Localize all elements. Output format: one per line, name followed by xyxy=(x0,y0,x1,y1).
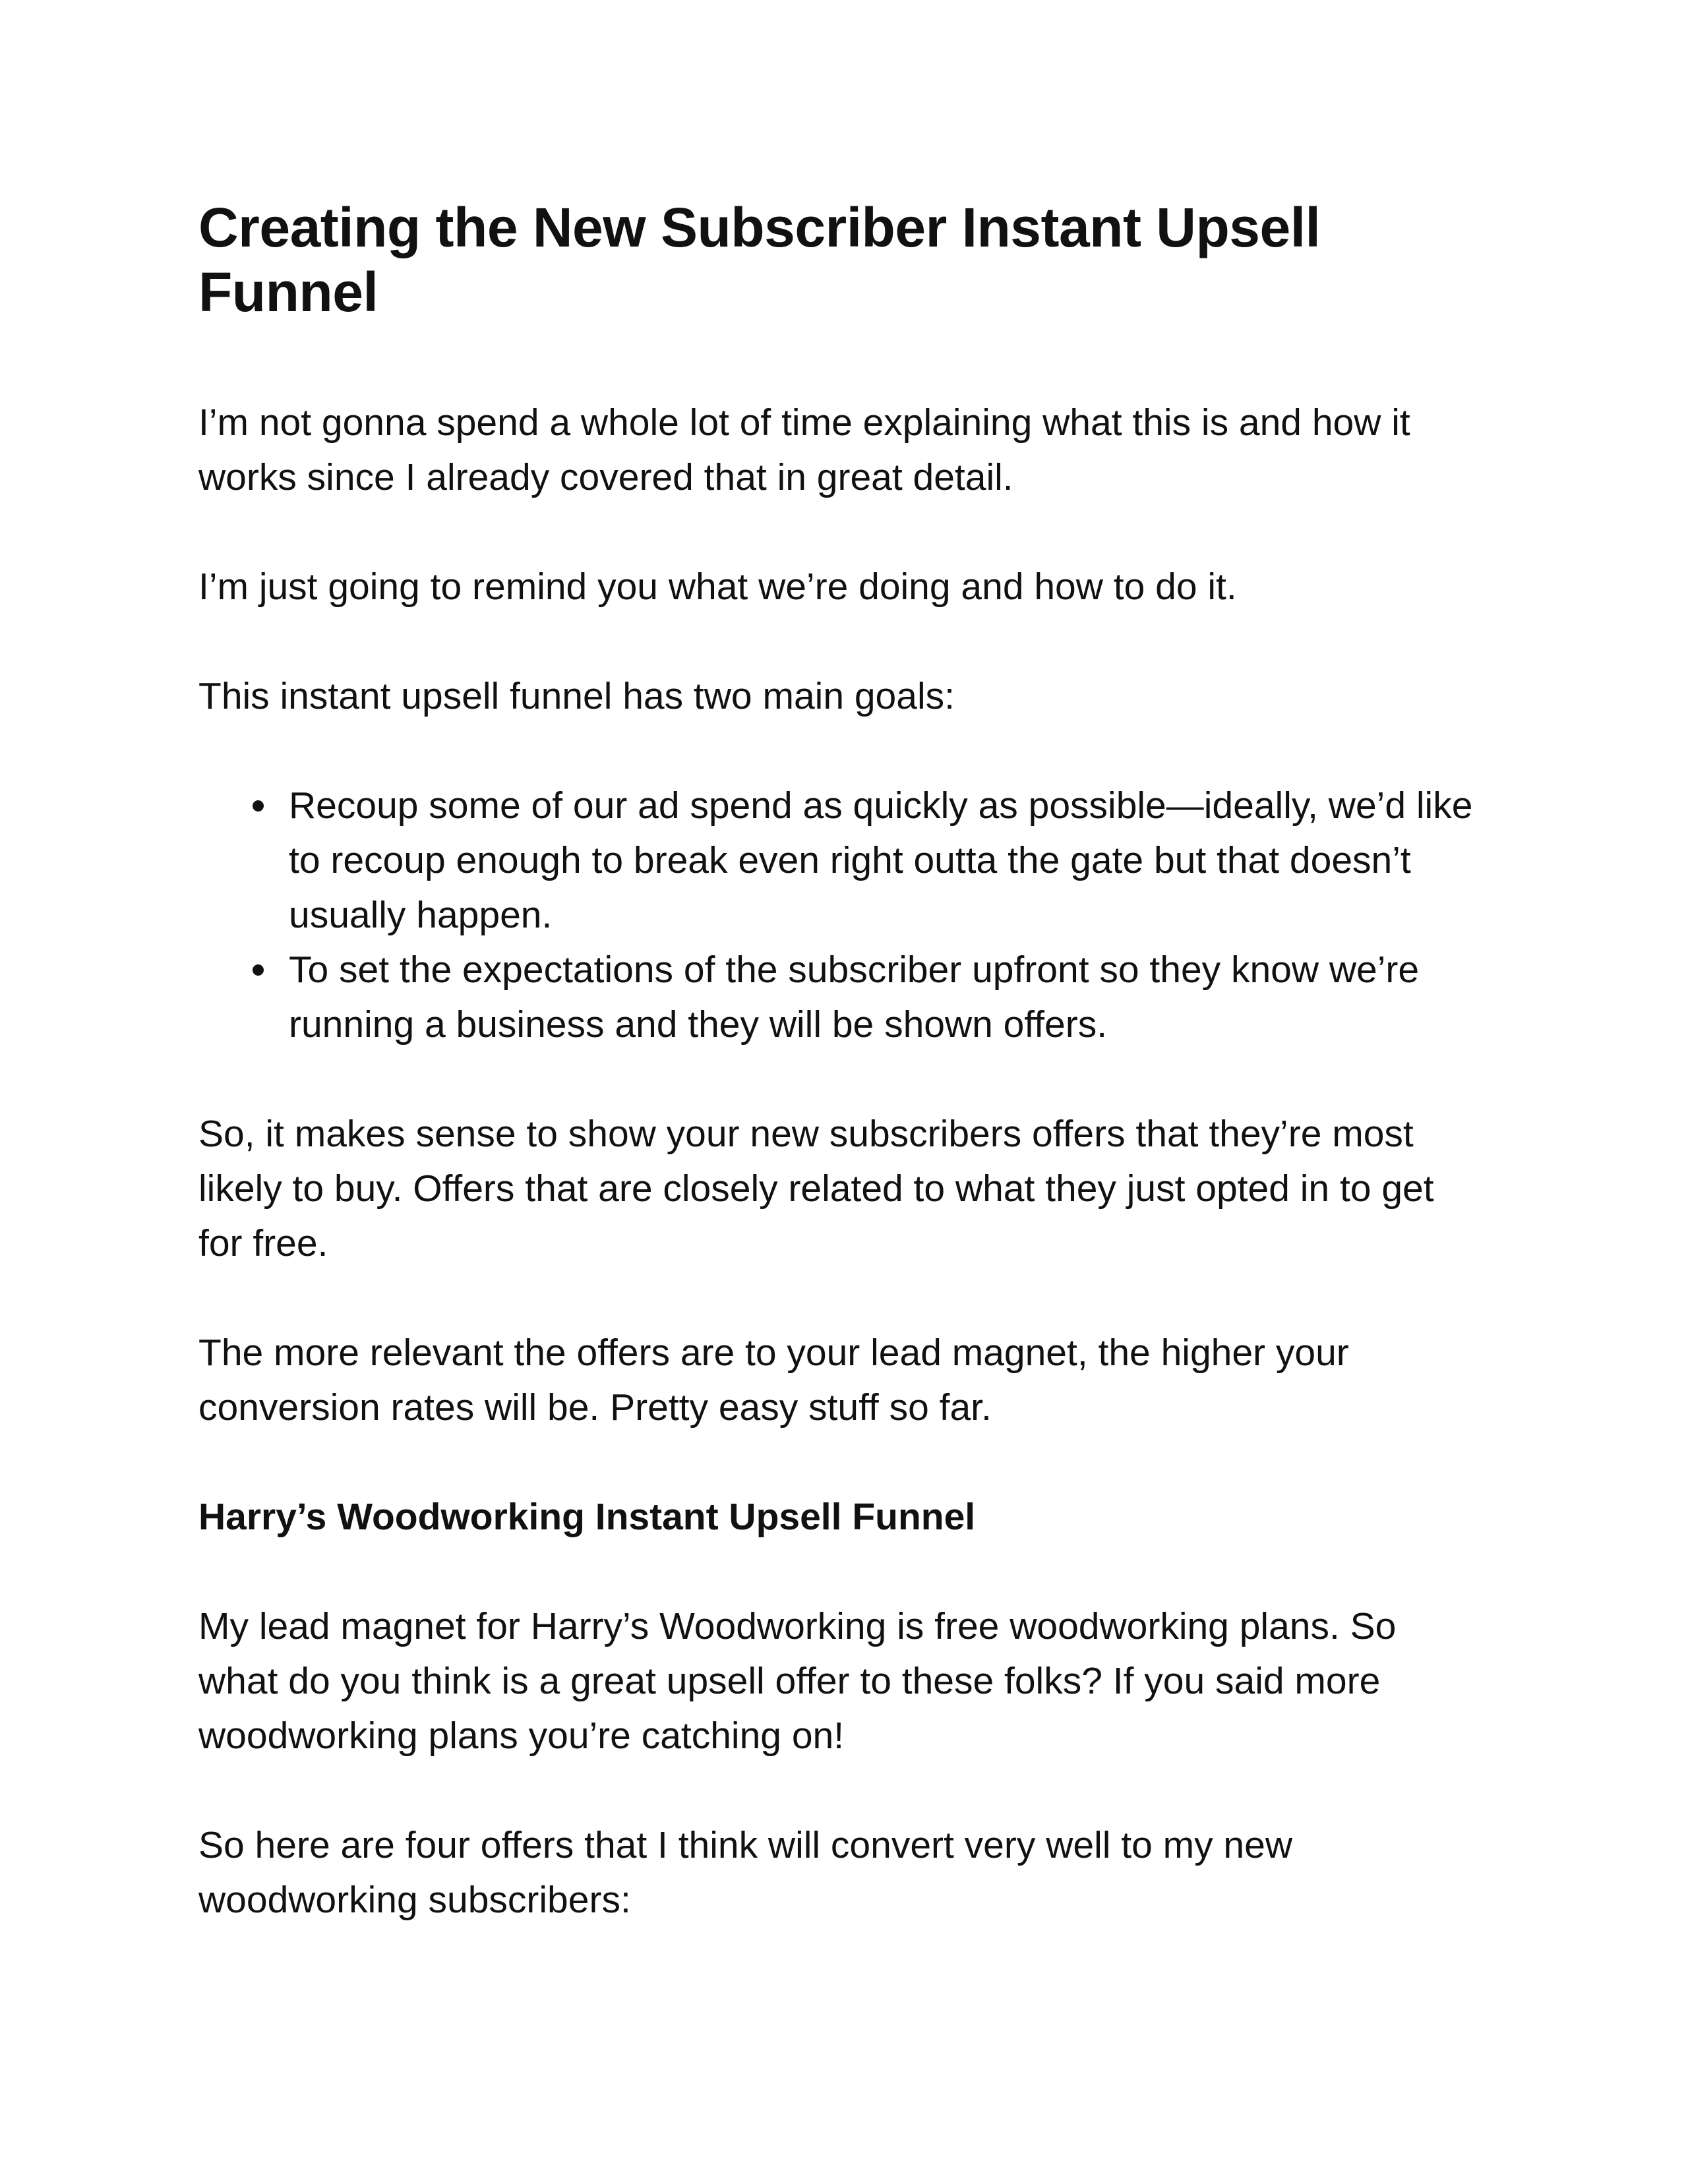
spacer xyxy=(198,614,1478,669)
spacer xyxy=(198,1052,1478,1107)
goals-list xyxy=(198,779,1478,1052)
goals-list-item xyxy=(289,943,1478,1052)
section-heading: Harry’s Woodworking Instant Upsell Funnel xyxy=(198,1496,976,1538)
paragraph-relevance: The more relevant the offers are to your lead magnet, the higher your conversion rates will be. Pretty easy stuff so far. xyxy=(198,1332,1349,1429)
paragraph-four-offers: So here are four offers that I think will convert very well to my new woodworking subscribers: xyxy=(198,1824,1292,1921)
spacer xyxy=(198,505,1478,560)
spacer xyxy=(198,724,1478,779)
spacer xyxy=(198,1763,1478,1818)
paragraph-goals-lead: This instant upsell funnel has two main goals: xyxy=(198,675,955,717)
document-page xyxy=(198,195,1478,1928)
paragraph-remind: I’m just going to remind you what we’re doing and how to do it. xyxy=(198,566,1237,608)
spacer xyxy=(198,1271,1478,1326)
goals-list-item xyxy=(289,779,1478,943)
document-title: Creating the New Subscriber Instant Upsell Funnel xyxy=(198,196,1321,323)
paragraph-makes-sense: So, it makes sense to show your new subscribers offers that they’re most likely to buy. Offers that are closely related to what they just opted in to get for free. xyxy=(198,1113,1434,1264)
goals-list-item-text: Recoup some of our ad spend as quickly as possible—ideally, we’d like to recoup enough to break even right outta the gate but that doesn’t usually happen. xyxy=(289,784,1473,936)
bullet-icon xyxy=(253,800,264,812)
goals-list-item-text: To set the expectations of the subscriber upfront so they know we’re running a business and they will be shown offers. xyxy=(289,949,1420,1046)
paragraph-intro: I’m not gonna spend a whole lot of time explaining what this is and how it works since I already covered that in great detail. xyxy=(198,401,1410,498)
spacer xyxy=(198,1435,1478,1490)
spacer xyxy=(198,324,1478,396)
paragraph-lead-magnet: My lead magnet for Harry’s Woodworking is free woodworking plans. So what do you think is a great upsell offer to these folks? If you said more woodworking plans you’re catching on! xyxy=(198,1605,1397,1757)
bullet-icon xyxy=(253,964,264,976)
spacer xyxy=(198,1545,1478,1599)
